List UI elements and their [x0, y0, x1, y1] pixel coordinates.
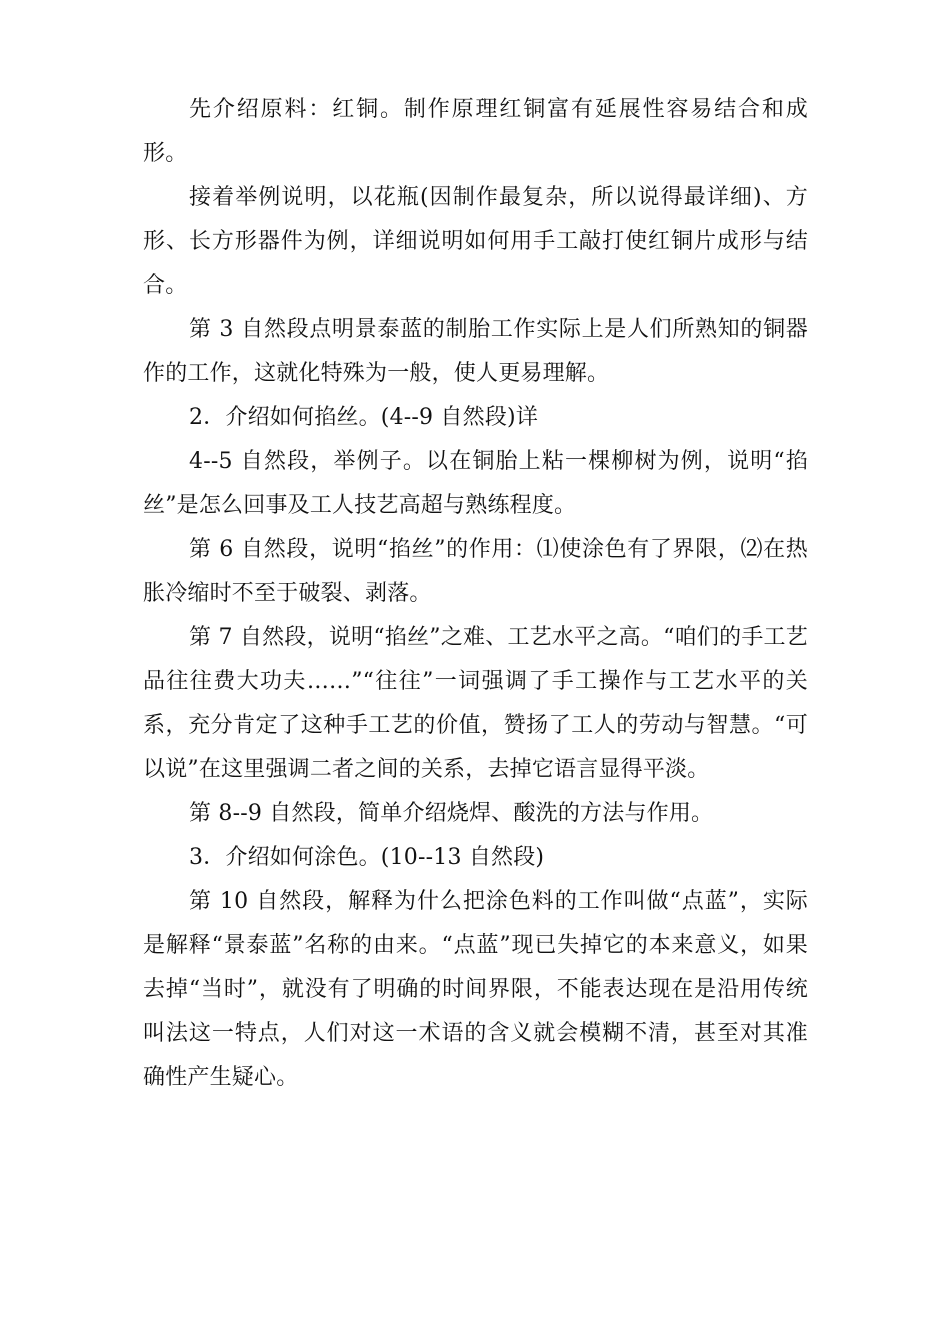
- paragraph-section-4-5: 4--5 自然段，举例子。以在铜胎上粘一棵柳树为例，说明“掐丝”是怎么回事及工人技艺高超与熟练程度。: [143, 449, 808, 518]
- heading-filigree: 2．介绍如何掐丝。(4--9 自然段)详: [189, 405, 539, 430]
- heading-coloring: 3．介绍如何涂色。(10--13 自然段): [189, 845, 545, 870]
- document-body: [143, 88, 808, 1100]
- paragraph-section-8-9: 第 8--9 自然段，简单介绍烧焊、酸洗的方法与作用。: [189, 801, 714, 826]
- paragraph-raw-material: 先介绍原料：红铜。制作原理红铜富有延展性容易结合和成形。: [143, 97, 808, 166]
- paragraph-section-7: 第 7 自然段，说明“掐丝”之难、工艺水平之高。“咱们的手工艺品往往费大功夫……”“往往”一词强调了手工操作与工艺水平的关系，充分肯定了这种手工艺的价值，赞扬了工人的劳动与智慧。“可以说”在这里强调二者之间的关系，去掉它语言显得平淡。: [143, 625, 808, 782]
- paragraph-section-3: 第 3 自然段点明景泰蓝的制胎工作实际上是人们所熟知的铜器作的工作，这就化特殊为一般，使人更易理解。: [143, 317, 808, 386]
- paragraph-examples: 接着举例说明，以花瓶(因制作最复杂，所以说得最详细)、方形、长方形器件为例，详细说明如何用手工敲打使红铜片成形与结合。: [143, 185, 808, 298]
- paragraph-section-10: 第 10 自然段，解释为什么把涂色料的工作叫做“点蓝”，实际是解释“景泰蓝”名称的由来。“点蓝”现已失掉它的本来意义，如果去掉“当时”，就没有了明确的时间界限，不能表达现在是沿用传统叫法这一特点，人们对这一术语的含义就会模糊不清，甚至对其准确性产生疑心。: [143, 889, 808, 1090]
- paragraph-section-6: 第 6 自然段，说明“掐丝”的作用：⑴使涂色有了界限，⑵在热胀冷缩时不至于破裂、剥落。: [143, 537, 808, 606]
